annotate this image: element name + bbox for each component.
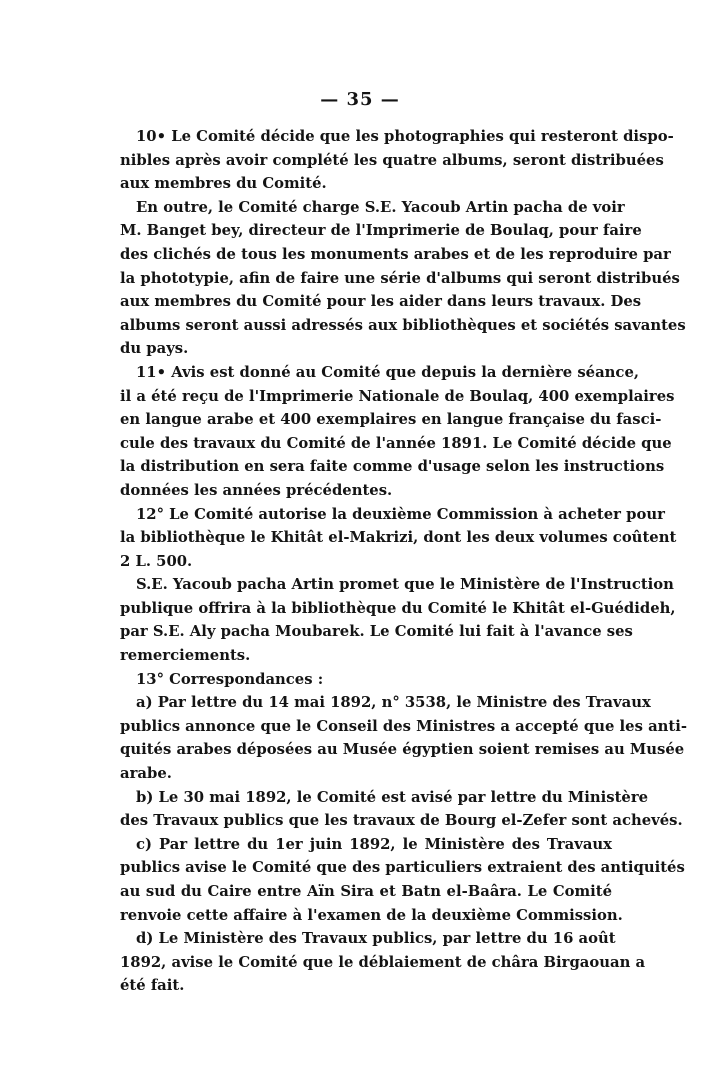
text-line: S.E. Yacoub pacha Artin promet que le Ministère de l'Instruction: [136, 576, 674, 594]
text-line: par S.E. Aly pacha Moubarek. Le Comité lui fait à l'avance ses: [120, 623, 633, 641]
text-line: arabe.: [120, 765, 172, 783]
text-line: des Travaux publics que les travaux de Bourg el-Zefer sont achevés.: [120, 812, 683, 830]
text-line: 11• Avis est donné au Comité que depuis la dernière séance,: [136, 363, 640, 381]
text-line: b) Le 30 mai 1892, le Comité est avisé par lettre du Ministère: [136, 788, 649, 806]
text-line: du pays.: [120, 340, 189, 358]
text-line: la bibliothèque le Khitât el-Makrizi, dont les deux volumes coûtent: [120, 529, 677, 547]
text-line: albums seront aussi adressés aux bibliothèques et sociétés savantes: [120, 316, 686, 334]
text-line: au sud du Caire entre Aïn Sira et Batn el-Baâra. Le Comité: [120, 883, 612, 900]
body-text: [120, 125, 688, 998]
text-line: la phototypie, afin de faire une série d'albums qui seront distribués: [120, 269, 680, 287]
text-line: nibles après avoir complété les quatre albums, seront distribuées: [120, 151, 664, 169]
text-line: quités arabes déposées au Musée égyptien soient remises au Musée: [120, 741, 685, 759]
text-line: 1892, avise le Comité que le déblaiement de châra Birgaouan a: [120, 953, 646, 971]
text-line: a) Par lettre du 14 mai 1892, n° 3538, le Ministre des Travaux: [136, 694, 651, 712]
text-line: d) Le Ministère des Travaux publics, par lettre du 16 août: [136, 930, 616, 948]
text-line: 13° Correspondances :: [136, 670, 324, 688]
text-line: publics avise le Comité que des particuliers extraient des antiquités: [120, 859, 685, 877]
text-line: la distribution en sera faite comme d'usage selon les instructions: [120, 458, 665, 476]
text-line: M. Banget bey, directeur de l'Imprimerie de Boulaq, pour faire: [120, 222, 642, 240]
text-line: 10• Le Comité décide que les photographies qui resteront dispo-: [136, 128, 674, 145]
text-line: En outre, le Comité charge S.E. Yacoub Artin pacha de voir: [136, 198, 625, 216]
text-line: cule des travaux du Comité de l'année 1891. Le Comité décide que: [120, 434, 672, 452]
text-line: remerciements.: [120, 647, 251, 665]
text-line: aux membres du Comité.: [120, 175, 327, 193]
text-line: 2 L. 500.: [120, 552, 193, 570]
text-line: en langue arabe et 400 exemplaires en langue française du fasci-: [120, 411, 662, 429]
page-number: — 35 —: [320, 89, 400, 110]
text-line: été fait.: [120, 977, 185, 995]
text-line: publics annonce que le Conseil des Ministres a accepté que les anti-: [120, 717, 688, 735]
text-line: il a été reçu de l'Imprimerie Nationale de Boulaq, 400 exemplaires: [120, 387, 675, 405]
text-line: des clichés de tous les monuments arabes et de les reproduire par: [120, 245, 671, 263]
text-line: données les années précédentes.: [120, 481, 393, 499]
text-line: 12° Le Comité autorise la deuxième Commission à acheter pour: [136, 505, 665, 523]
text-line: publique offrira à la bibliothèque du Comité le Khitât el-Guédideh,: [120, 599, 676, 617]
text-line: aux membres du Comité pour les aider dans leurs travaux. Des: [120, 293, 642, 311]
text-line: renvoie cette affaire à l'examen de la deuxième Commission.: [120, 906, 623, 924]
text-line: c) Par lettre du 1er juin 1892, le Ministère des Travaux: [136, 835, 612, 853]
